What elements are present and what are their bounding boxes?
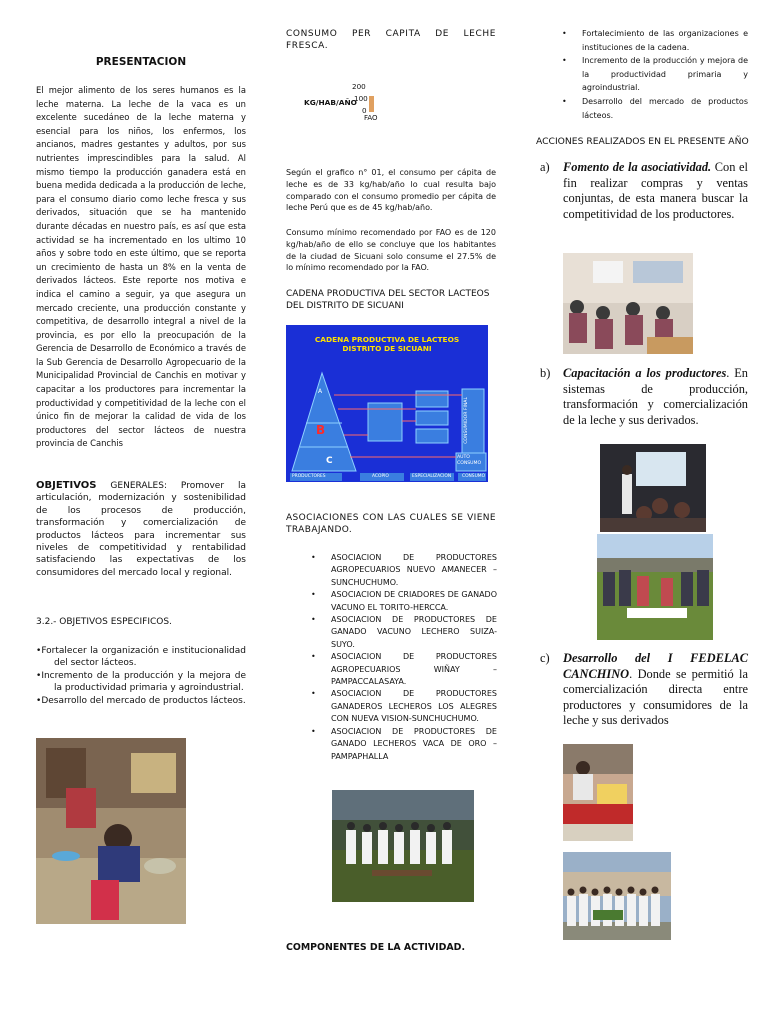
chart-ylabel: KG/HAB/AÑO bbox=[304, 98, 357, 107]
consumo-paragraph-2: Consumo mínimo recomendado por FAO es de 120 kg/hab/año de ello se concluye que los habitantes de la ciudad de Sicuani solo consume el 27.5% de lo mínimo recomendado por la FAO. bbox=[286, 228, 496, 273]
asociacion-item: • ASOCIACION DE PRODUCTORES GANADEROS LECHEROS LOS ALEGRES CON NUEVA VISION-SUNCHUCHUMO. bbox=[305, 688, 497, 725]
chart-tick-200: 200 bbox=[352, 82, 366, 91]
accion-text: . En sistemas de producción, transformación y comercialización de la leche y sus derivados. bbox=[563, 366, 748, 427]
diagram-bottom-label-2: ACOPIO bbox=[372, 474, 389, 479]
presentacion-title: PRESENTACION bbox=[95, 56, 187, 68]
accion-item-c bbox=[540, 651, 748, 729]
asociacion-item: • ASOCIACION DE CRIADORES DE GANADO VACUNO EL TORITO-HERCCA. bbox=[305, 589, 497, 614]
chart-tick-0: 0 bbox=[362, 106, 367, 115]
photo-fair-stand-image bbox=[563, 744, 633, 841]
asociacion-item: • ASOCIACION DE PRODUCTORES DE GANADO LECHEROS VACA DE ORO – PAMPAPHALLA bbox=[305, 726, 497, 763]
asociaciones-list bbox=[305, 552, 497, 763]
objetivos-generales bbox=[36, 480, 246, 579]
consumo-title: CONSUMO PER CAPITA DE LECHE FRESCA. bbox=[286, 29, 496, 52]
especifico-item: •Fortalecer la organización e institucionalidad del sector lácteos. bbox=[36, 646, 246, 669]
diagram-auto-label: AUTO CONSUMO bbox=[457, 455, 482, 466]
photo-group-producers-image bbox=[332, 790, 474, 902]
diagram-bottom-label-3: ESPECIALIZACION bbox=[412, 474, 452, 479]
consumo-paragraph-1: Según el grafico n° 01, el consumo per cápita de leche es de 33 kg/hab/año lo cual resulta bajo comparado con el consumo promedio per cápita de leche Perú que es de 45 kg/hab/año. bbox=[286, 168, 496, 213]
photo-training-projection-image bbox=[600, 444, 706, 532]
photo-woman-cheese-image bbox=[36, 738, 186, 924]
cadena-diagram bbox=[286, 325, 488, 482]
accion-letter: b) bbox=[540, 366, 551, 380]
asociacion-item: • ASOCIACION DE PRODUCTORES AGROPECUARIOS WIÑAY – PAMPACCALASAYA. bbox=[305, 651, 497, 688]
photo-fair-group bbox=[563, 852, 671, 940]
accion-text: . Donde se permitió la comercialización directa entre productores y consumidores de la leche y sus derivados bbox=[563, 666, 748, 727]
col3-bullet-item: • Desarrollo del mercado de productos lácteos. bbox=[556, 95, 748, 122]
photo-woman-cheese bbox=[36, 738, 186, 924]
col3-bullets bbox=[556, 27, 748, 122]
diagram-bottom-label-1: PRODUCTORES bbox=[292, 474, 326, 479]
objetivos-label: OBJETIVOS bbox=[36, 480, 97, 491]
diagram-title: CADENA PRODUCTIVA DE LACTEOS DISTRITO DE SICUANI bbox=[314, 335, 460, 353]
photo-meeting-hall bbox=[563, 253, 693, 354]
accion-letter: a) bbox=[540, 160, 550, 174]
accion-item-b bbox=[540, 366, 748, 428]
diagram-right-label: CONSUMIDOR FINAL bbox=[464, 397, 469, 444]
accion-letter: c) bbox=[540, 651, 550, 665]
objetivos-especificos-title: 3.2.- OBJETIVOS ESPECIFICOS. bbox=[36, 617, 172, 627]
diagram-a-label: A bbox=[318, 388, 323, 395]
photo-group-producers bbox=[332, 790, 474, 902]
objetivos-especificos-list bbox=[36, 645, 246, 707]
cadena-title: CADENA PRODUCTIVA DEL SECTOR LACTEOS DEL DISTRITO DE SICUANI bbox=[286, 289, 490, 312]
accion-title: Capacitación a los productores bbox=[563, 366, 727, 380]
col3-bullet-item: • Incremento de la producción y mejora de la productividad primaria y agroindustrial. bbox=[556, 54, 748, 95]
photo-training-projection bbox=[600, 444, 706, 532]
chart-xlabel: FAO bbox=[364, 114, 378, 122]
especifico-item: •Desarrollo del mercado de productos lácteos. bbox=[36, 695, 246, 706]
asociacion-item: • ASOCIACION DE PRODUCTORES DE GANADO VACUNO LECHERO SUIZA-SUYO. bbox=[305, 614, 497, 651]
consumo-chart bbox=[300, 80, 400, 126]
especifico-item: •Incremento de la producción y la mejora de la productividad primaria y agroindustrial. bbox=[36, 670, 246, 694]
accion-text: Con el fin realizar compras y ventas conjuntas, de esta manera buscar la competitividad de los productores. bbox=[563, 160, 748, 221]
acciones-title: ACCIONES REALIZADOS EN EL PRESENTE AÑO bbox=[536, 136, 749, 147]
asociacion-item: • ASOCIACION DE PRODUCTORES AGROPECUARIOS NUEVO AMANECER – SUNCHUCHUMO. bbox=[305, 552, 497, 589]
photo-meeting-hall-image bbox=[563, 253, 693, 354]
column-1 bbox=[36, 50, 246, 451]
accion-title: Fomento de la asociatividad. bbox=[563, 160, 712, 174]
col3-bullet-item: • Fortalecimiento de las organizaciones e instituciones de la cadena. bbox=[556, 27, 748, 54]
photo-fair-stand bbox=[563, 744, 633, 841]
diagram-b-label: B bbox=[316, 423, 326, 437]
photo-fair-group-image bbox=[563, 852, 671, 940]
diagram-c-label: C bbox=[326, 456, 333, 466]
componentes-heading: COMPONENTES DE LA ACTIVIDAD. bbox=[286, 942, 466, 953]
diagram-bottom-label-4: CONSUMO bbox=[462, 474, 486, 479]
objetivos-text: GENERALES: Promover la articulación, modernización y sostenibilidad de los procesos de producción, transformación y comercialización de productos lácteos para incrementar sus niveles de competitividad y rentabilidad satisfaciendo las expectativas de los consumidores del mercado local y regional. bbox=[36, 481, 246, 578]
asociaciones-title: ASOCIACIONES CON LAS CUALES SE VIENE TRABAJANDO. bbox=[286, 513, 496, 536]
chart-bar bbox=[369, 96, 374, 112]
chart-tick-100: 100 bbox=[354, 94, 368, 103]
photo-training-outdoor bbox=[597, 534, 713, 640]
accion-item-a bbox=[540, 160, 748, 222]
photo-training-outdoor-image bbox=[597, 534, 713, 640]
presentacion-text: El mejor alimento de los seres humanos es la leche materna. La leche de la vaca es un excelente sucedáneo de la leche materna y esencial para los niños, los enfermos, los ancianos, madres gestantes y adultos, por sus nutrientes imprescindibles para la salud. Al mismo tiempo la producción ganadera está en buena medida dedicada a la producción de leche, para el consumo diario como leche fresca y sus derivados, situación que se ha mantenido durante décadas en nuestro país, es así que esta actividad se ha incrementado en los ultimo 10 años y sobre todo en este último, que se reporta un crecimiento de hasta un 8% en la venta de derivados lácteos. Este reporte nos motiva e indica el camino a seguir, ya que asegura un mercado creciente, una producción constante y competitiva, de desarrollo integral a nivel de la provincia, es por ello la preocupación de la Gerencia de Desarrollo de Económico a través de la Sub Gerencia de Desarrollo Agropecuario de la Municipalidad Provincial de Canchis en motivar y capacitar a los productores para incrementar la productividad y competitividad de la leche con el único fin de mejorar la calidad de vida de los productores del sector lácteos de nuestra provincia de Canchis bbox=[36, 85, 246, 449]
accion-title: Desarrollo del I FEDELAC CANCHINO bbox=[563, 651, 748, 681]
